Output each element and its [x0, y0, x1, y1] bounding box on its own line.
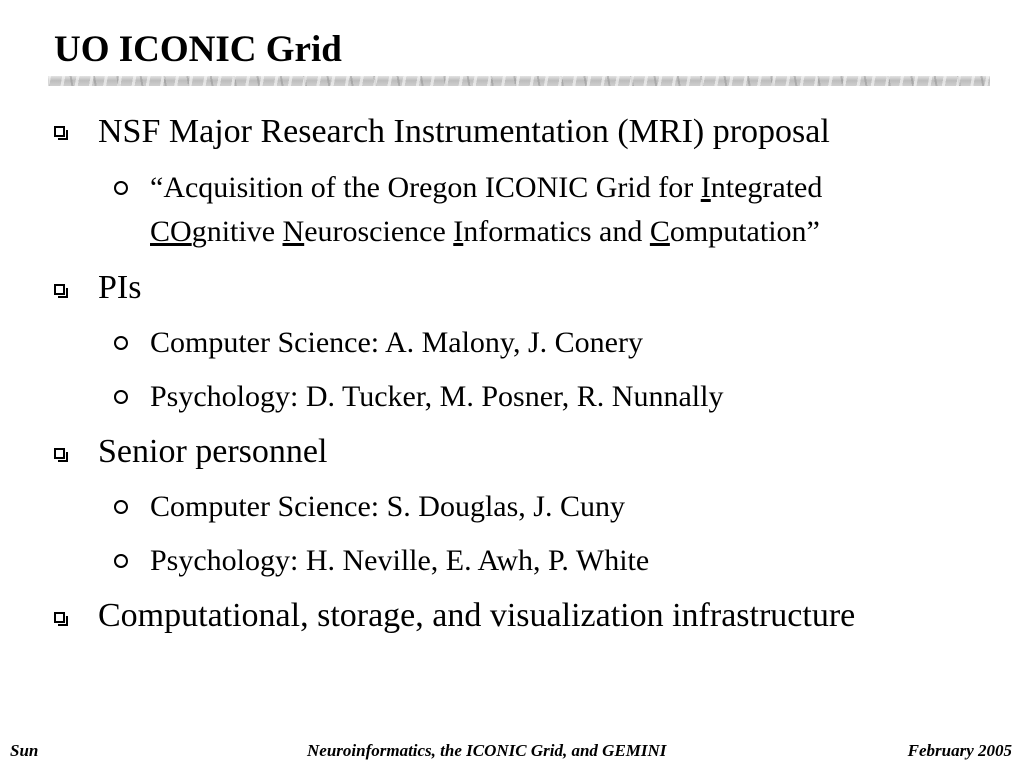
bullet-senior-personnel: Senior personnel — [98, 433, 328, 470]
sub-bullet-senior-cs: Computer Science: S. Douglas, J. Cuny — [150, 490, 625, 523]
square-bullet-icon — [54, 126, 65, 137]
circle-bullet-icon — [114, 181, 128, 195]
sub-bullet-senior-psych: Psychology: H. Neville, E. Awh, P. White — [150, 544, 650, 577]
bullet-pis: PIs — [98, 269, 142, 306]
sub-bullet-acquisition-line2: COgnitive Neuroscience Informatics and Computation” — [150, 215, 820, 248]
square-bullet-icon — [54, 448, 65, 459]
circle-bullet-icon — [114, 336, 128, 350]
slide-title: UO ICONIC Grid — [54, 29, 342, 70]
footer-left: Sun — [10, 741, 39, 760]
square-bullet-icon — [54, 284, 65, 295]
circle-bullet-icon — [114, 554, 128, 568]
circle-bullet-icon — [114, 500, 128, 514]
circle-bullet-icon — [114, 390, 128, 404]
square-bullet-icon — [54, 612, 65, 623]
sub-bullet-acquisition-line1: “Acquisition of the Oregon ICONIC Grid for Integrated — [150, 171, 823, 204]
sub-bullet-pis-psych: Psychology: D. Tucker, M. Posner, R. Nunnally — [150, 380, 724, 413]
bullet-mri-proposal: NSF Major Research Instrumentation (MRI) proposal — [98, 113, 830, 150]
sub-bullet-pis-cs: Computer Science: A. Malony, J. Conery — [150, 326, 643, 359]
bullet-infrastructure: Computational, storage, and visualization infrastructure — [98, 597, 856, 634]
footer-center: Neuroinformatics, the ICONIC Grid, and GEMINI — [307, 741, 667, 760]
footer-right: February 2005 — [907, 741, 1012, 760]
